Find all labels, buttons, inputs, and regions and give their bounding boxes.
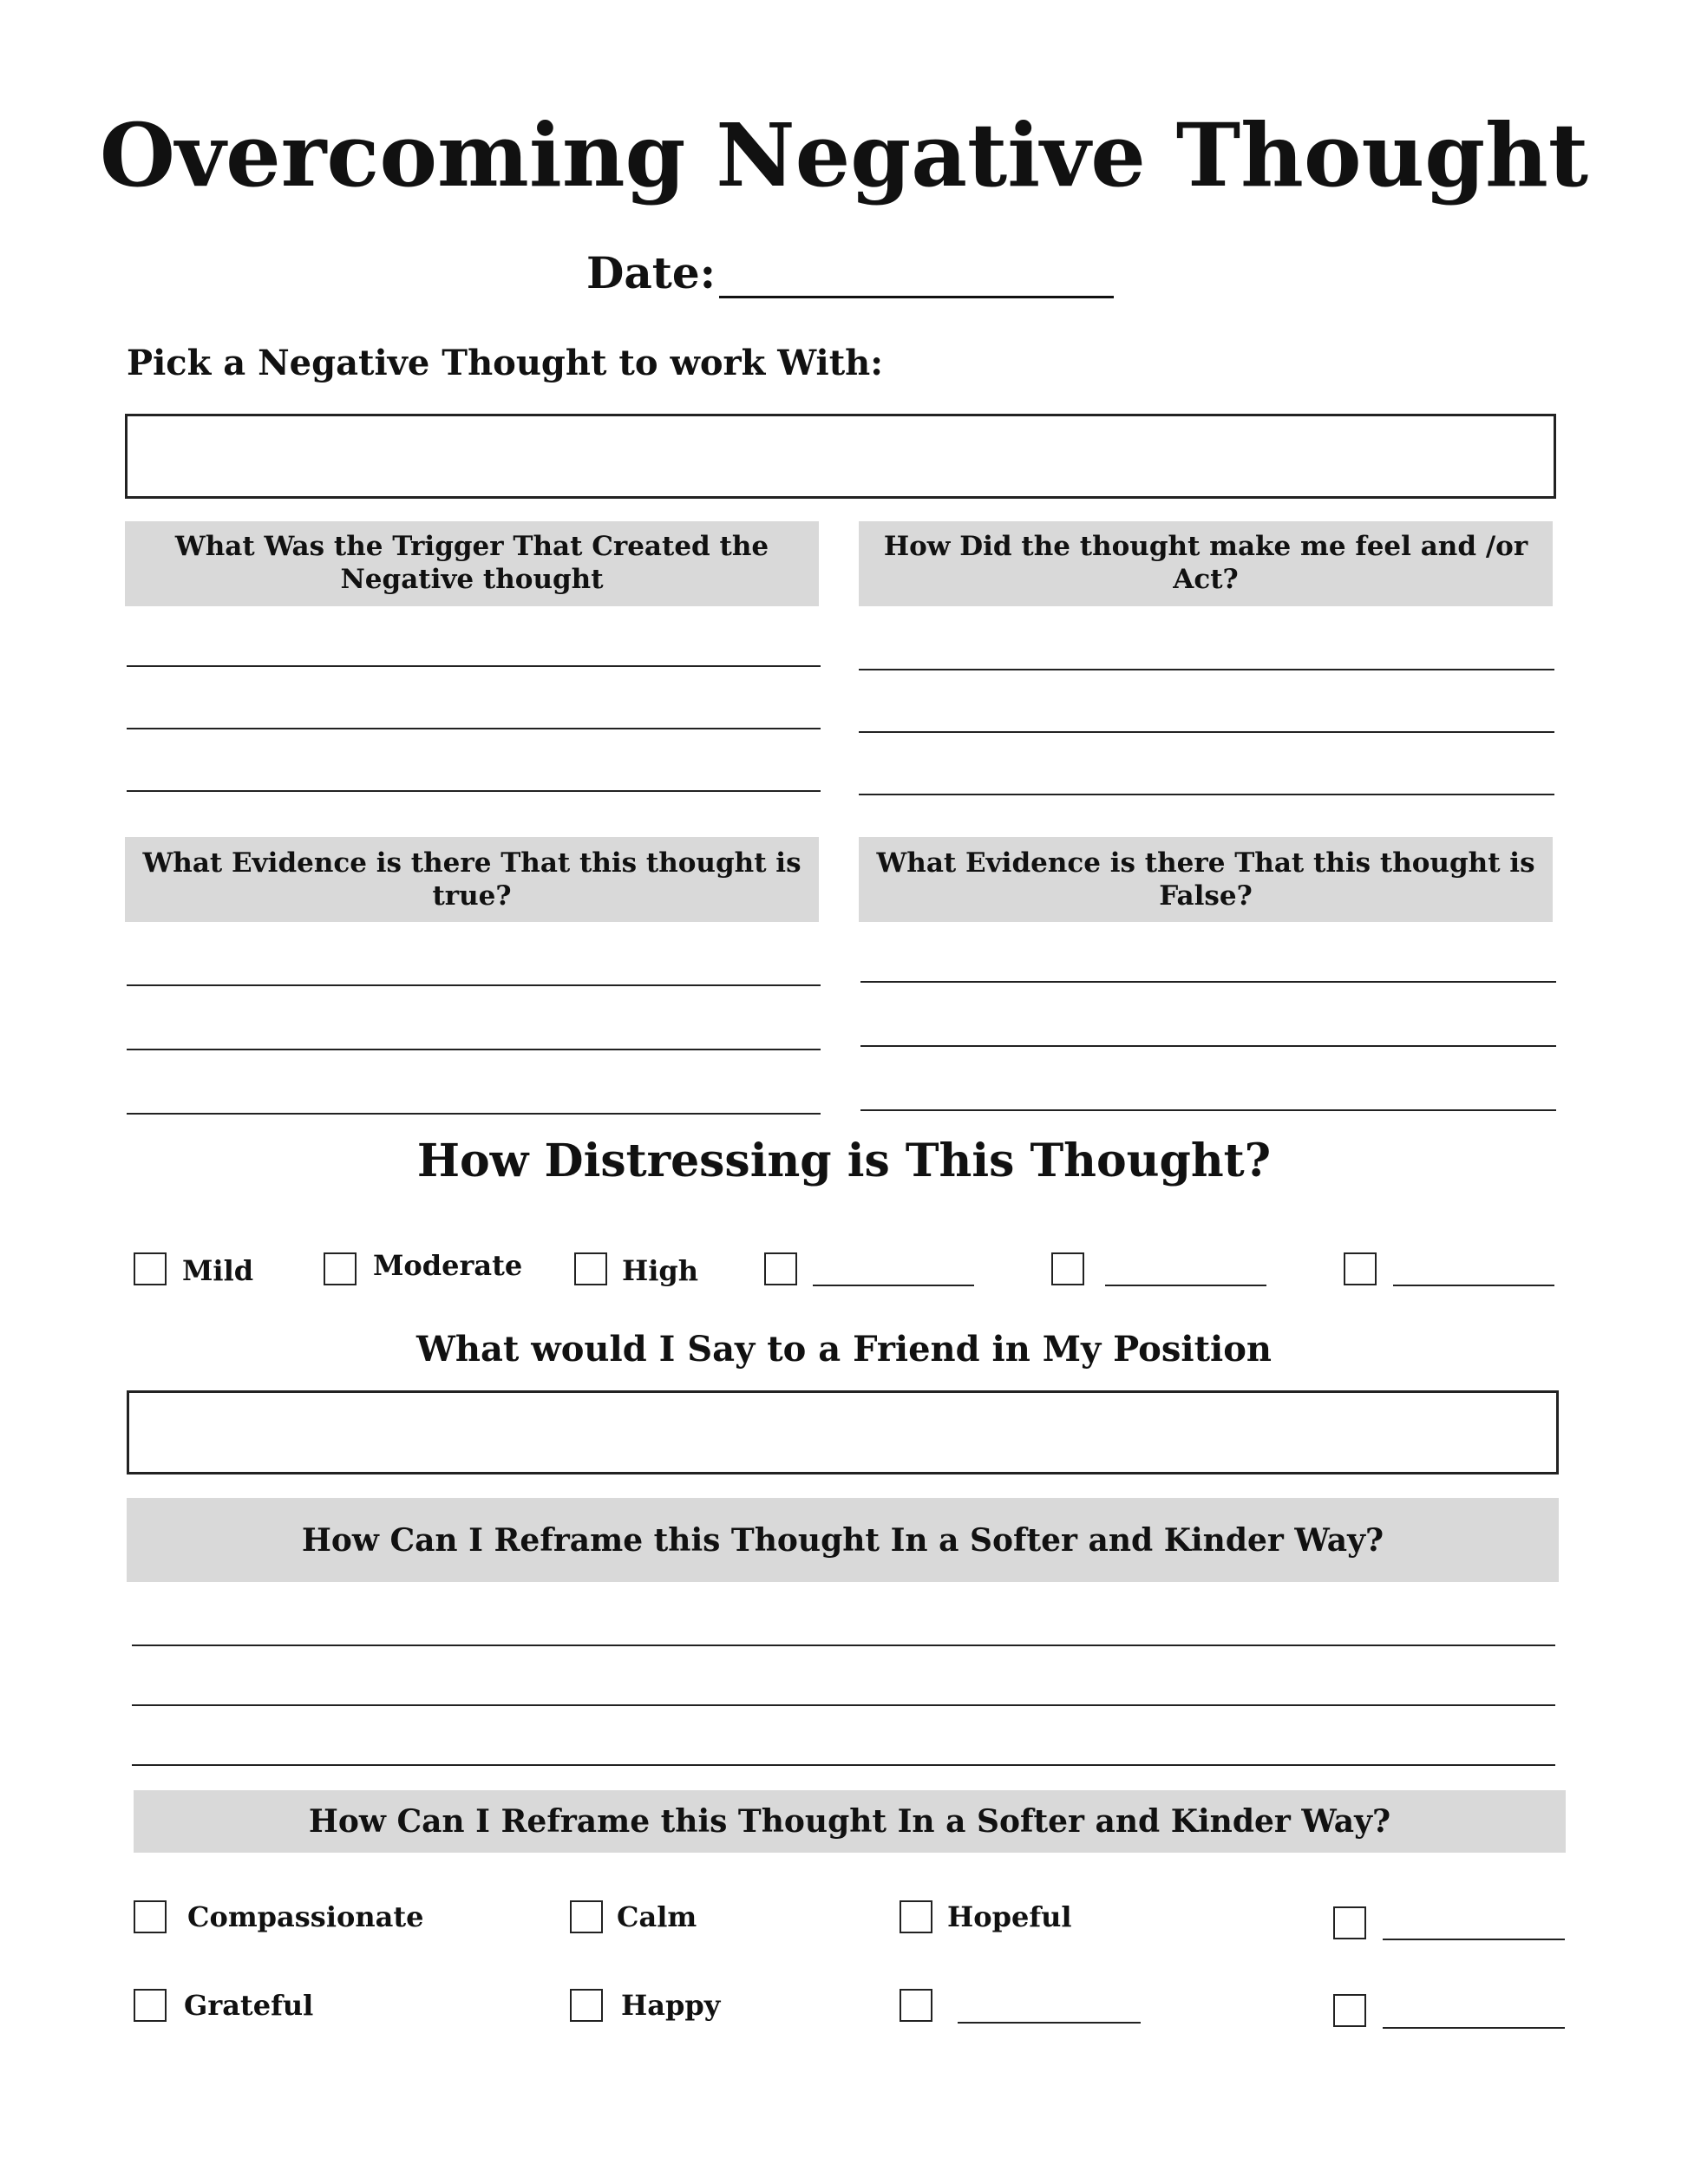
reframe-line-2[interactable] [132,1704,1555,1706]
friend-heading: What would I Say to a Friend in My Position [415,1329,1272,1370]
reframe-heading: How Can I Reframe this Thought In a Softer and Kinder Way? [301,1521,1384,1559]
custom-feeling-line-1[interactable] [1383,1939,1565,1940]
custom-distress-checkbox-3[interactable] [1344,1252,1377,1285]
trigger-answer-line-1[interactable] [127,665,821,667]
friend-answer-input[interactable] [127,1390,1559,1475]
moderate-label: Moderate [373,1249,523,1282]
grateful-label: Grateful [184,1989,314,2022]
calm-label: Calm [617,1900,697,1933]
feelings-heading-box [134,1790,1566,1853]
evidence-false-question: What Evidence is there That this thought is False? [876,847,1535,912]
custom-distress-checkbox-2[interactable] [1051,1252,1084,1285]
custom-distress-line-1[interactable] [813,1285,974,1286]
mild-checkbox[interactable] [134,1252,167,1285]
evidence-true-line-1[interactable] [127,984,821,986]
negative-thought-input[interactable] [125,414,1556,499]
feelings-heading: How Can I Reframe this Thought In a Softer and Kinder Way? [308,1803,1391,1840]
custom-feeling-checkbox-2[interactable] [900,1989,932,2022]
custom-feeling-line-2[interactable] [958,2022,1141,2024]
custom-distress-line-3[interactable] [1393,1285,1554,1286]
high-checkbox[interactable] [574,1252,607,1285]
compassionate-checkbox[interactable] [134,1900,167,1933]
trigger-question: What Was the Trigger That Created the Negative thought [174,531,769,595]
custom-feeling-checkbox-3[interactable] [1333,1994,1366,2027]
pick-thought-label: Pick a Negative Thought to work With: [127,343,884,383]
hopeful-label: Hopeful [947,1900,1072,1933]
evidence-true-box [125,837,819,922]
evidence-true-line-3[interactable] [127,1113,821,1115]
custom-distress-checkbox-1[interactable] [764,1252,797,1285]
happy-checkbox[interactable] [570,1989,603,2022]
trigger-question-box [125,521,819,606]
calm-checkbox[interactable] [570,1900,603,1933]
feel-act-answer-line-2[interactable] [859,731,1554,733]
hopeful-checkbox[interactable] [900,1900,932,1933]
custom-feeling-line-3[interactable] [1383,2027,1565,2029]
mild-label: Mild [182,1254,254,1287]
evidence-false-box [859,837,1553,922]
evidence-false-line-2[interactable] [860,1045,1556,1047]
page-title: Overcoming Negative Thought [99,104,1589,206]
moderate-checkbox[interactable] [324,1252,357,1285]
date-row [586,247,1114,298]
grateful-checkbox[interactable] [134,1989,167,2022]
evidence-false-line-1[interactable] [860,981,1556,983]
feel-act-answer-line-1[interactable] [859,669,1554,670]
feel-act-question-box [859,521,1553,606]
happy-label: Happy [621,1989,721,2022]
high-label: High [622,1254,699,1287]
feel-act-answer-line-3[interactable] [859,794,1554,795]
reframe-line-3[interactable] [132,1764,1555,1766]
evidence-false-line-3[interactable] [860,1109,1556,1111]
custom-feeling-checkbox-1[interactable] [1333,1906,1366,1939]
evidence-true-line-2[interactable] [127,1049,821,1050]
trigger-answer-line-3[interactable] [127,790,821,792]
date-label: Date: [586,247,716,298]
compassionate-label: Compassionate [187,1900,424,1933]
distress-heading: How Distressing is This Thought? [416,1135,1272,1187]
trigger-answer-line-2[interactable] [127,728,821,729]
feel-act-question: How Did the thought make me feel and /or Act? [883,531,1528,595]
reframe-heading-box [127,1498,1559,1582]
date-field[interactable] [719,258,1114,298]
custom-distress-line-2[interactable] [1105,1285,1266,1286]
evidence-true-question: What Evidence is there That this thought is true? [142,847,801,912]
reframe-line-1[interactable] [132,1645,1555,1646]
